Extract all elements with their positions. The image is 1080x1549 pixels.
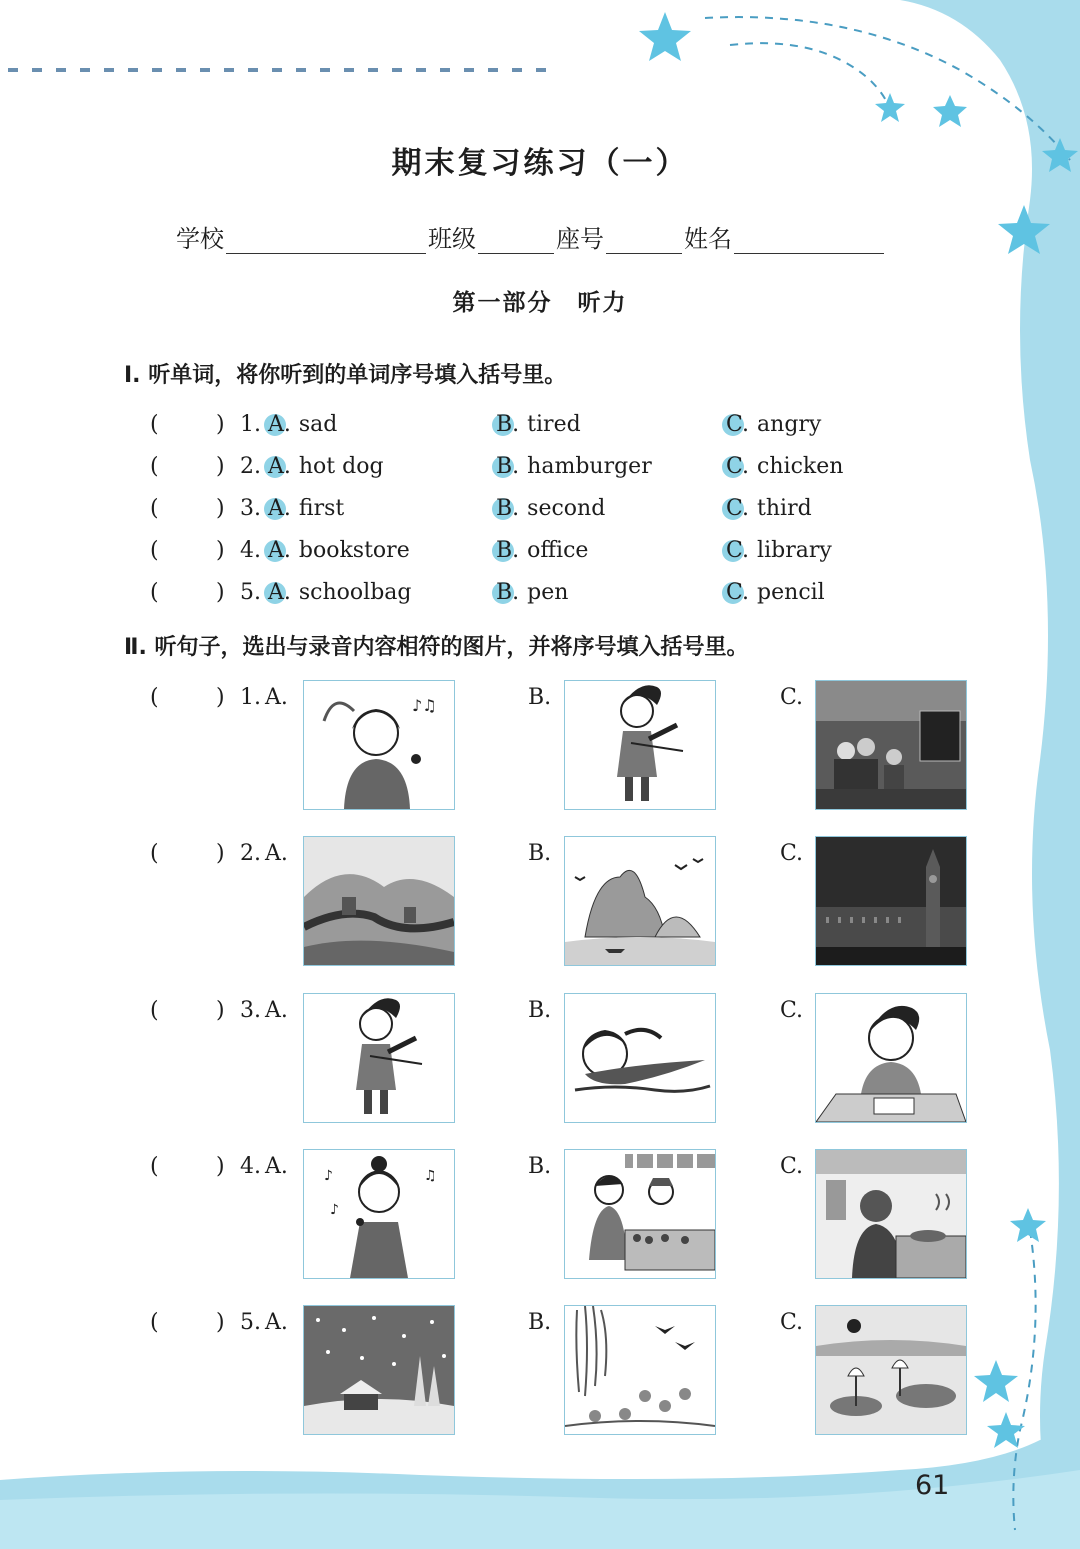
- option-b: [494, 408, 581, 442]
- answer-paren-close: ): [216, 1154, 225, 1179]
- option-letter-b: B.: [494, 450, 521, 484]
- girl-violin-picture[interactable]: [303, 993, 455, 1123]
- option-a-word: hot dog: [298, 454, 384, 479]
- item-number: 5.: [240, 1310, 261, 1335]
- option-letter-a: A.: [266, 450, 293, 484]
- summer-lotus-picture[interactable]: [815, 1305, 967, 1435]
- option-b: [494, 534, 588, 568]
- option-a-label: A.: [265, 841, 288, 866]
- option-c: [724, 450, 843, 484]
- family-watching-tv-picture[interactable]: [815, 680, 967, 810]
- seat-blank[interactable]: [606, 223, 682, 254]
- option-c-label: C.: [780, 1154, 804, 1179]
- option-b-word: tired: [527, 412, 581, 437]
- answer-paren-close: ): [216, 580, 225, 605]
- option-letter-a: A.: [266, 576, 293, 610]
- option-letter-b: B.: [494, 576, 521, 610]
- answer-paren-close: ): [216, 538, 225, 563]
- part-title: 第一部分 听力: [452, 290, 628, 316]
- option-b: [494, 576, 568, 610]
- option-c: [724, 492, 812, 526]
- option-c-word: library: [757, 538, 832, 563]
- option-c-label: C.: [780, 685, 804, 710]
- section2-heading: Ⅱ. 听句子，选出与录音内容相符的图片，并将序号填入括号里。: [124, 635, 749, 660]
- option-c-label: C.: [780, 998, 804, 1023]
- picture-item-1: [150, 680, 980, 814]
- option-letter-c: C.: [724, 450, 751, 484]
- school-label: 学校: [176, 225, 224, 253]
- option-letter-a: A.: [266, 408, 293, 442]
- option-b-word: second: [527, 496, 606, 521]
- winter-snow-picture[interactable]: [303, 1305, 455, 1435]
- option-a: [266, 576, 411, 610]
- option-letter-b: B.: [494, 534, 521, 568]
- item-number: 4.: [240, 1154, 261, 1179]
- market-shopping-picture[interactable]: [564, 1149, 716, 1279]
- option-a-label: A.: [265, 1310, 288, 1335]
- item-number: 2.: [240, 841, 261, 866]
- cooking-kitchen-picture[interactable]: [815, 1149, 967, 1279]
- item-number: 2.: [240, 454, 261, 479]
- word-item-2: [150, 450, 910, 484]
- answer-paren-close: ): [216, 412, 225, 437]
- item-number: 4.: [240, 538, 261, 563]
- option-letter-a: A.: [266, 534, 293, 568]
- option-a: [266, 534, 410, 568]
- option-a-word: first: [298, 496, 345, 521]
- option-a-label: A.: [265, 1154, 288, 1179]
- option-a: [266, 450, 384, 484]
- svg-text:♪♫: ♪♫: [412, 696, 437, 715]
- girl-swimming-picture[interactable]: [564, 993, 716, 1123]
- option-c-label: C.: [780, 1310, 804, 1335]
- student-info-line: [176, 214, 896, 254]
- answer-paren-close: ): [216, 998, 225, 1023]
- answer-paren-open[interactable]: (: [150, 841, 159, 866]
- name-label: 姓名: [684, 225, 732, 253]
- guilin-hills-picture[interactable]: [564, 836, 716, 966]
- option-b-label: B.: [528, 841, 552, 866]
- option-a-label: A.: [265, 998, 288, 1023]
- seat-label: 座号: [556, 225, 604, 253]
- option-letter-c: C.: [724, 534, 751, 568]
- option-b-label: B.: [528, 1310, 552, 1335]
- big-ben-night-picture[interactable]: [815, 836, 967, 966]
- answer-paren-open[interactable]: (: [150, 998, 159, 1023]
- svg-text:♪: ♪: [330, 1202, 339, 1218]
- girl-singing-picture[interactable]: [303, 1149, 455, 1279]
- option-letter-b: B.: [494, 408, 521, 442]
- svg-text:♫: ♫: [424, 1168, 437, 1184]
- picture-item-4: [150, 1149, 980, 1283]
- option-c-label: C.: [780, 841, 804, 866]
- answer-paren-close: ): [216, 454, 225, 479]
- option-c-word: third: [757, 496, 812, 521]
- spring-willow-swallows-picture[interactable]: [564, 1305, 716, 1435]
- word-item-4: [150, 534, 910, 568]
- answer-paren-close: ): [216, 1310, 225, 1335]
- item-number: 1.: [240, 412, 261, 437]
- option-letter-b: B.: [494, 492, 521, 526]
- answer-paren-close: ): [216, 685, 225, 710]
- option-a-word: schoolbag: [298, 580, 412, 605]
- word-item-3: [150, 492, 910, 526]
- option-b-word: hamburger: [527, 454, 652, 479]
- option-letter-a: A.: [266, 492, 293, 526]
- girl-singing-picture[interactable]: [303, 680, 455, 810]
- option-b-word: pen: [527, 580, 569, 605]
- option-letter-c: C.: [724, 576, 751, 610]
- girl-writing-picture[interactable]: [815, 993, 967, 1123]
- item-number: 3.: [240, 496, 261, 521]
- option-a-word: bookstore: [298, 538, 410, 563]
- class-blank[interactable]: [478, 223, 554, 254]
- item-number: 5.: [240, 580, 261, 605]
- option-b: [494, 492, 605, 526]
- option-letter-c: C.: [724, 408, 751, 442]
- page-number: 61: [915, 1470, 950, 1501]
- word-item-5: [150, 576, 910, 610]
- option-c: [724, 534, 832, 568]
- section1-heading: Ⅰ. 听单词，将你听到的单词序号填入括号里。: [124, 363, 567, 388]
- page-title: 期末复习练习（一）: [391, 146, 689, 181]
- option-c-word: angry: [757, 412, 822, 437]
- answer-paren-open[interactable]: (: [150, 1310, 159, 1335]
- option-c-word: pencil: [757, 580, 825, 605]
- picture-item-2: [150, 836, 980, 970]
- option-c: [724, 576, 825, 610]
- option-a-word: sad: [298, 412, 338, 437]
- option-b-word: office: [527, 538, 589, 563]
- answer-paren-open[interactable]: (: [150, 412, 159, 437]
- option-b-label: B.: [528, 685, 552, 710]
- answer-paren-open[interactable]: (: [150, 685, 159, 710]
- option-b-label: B.: [528, 1154, 552, 1179]
- name-blank[interactable]: [734, 223, 884, 254]
- girl-violin-picture[interactable]: [564, 680, 716, 810]
- answer-paren-close: ): [216, 841, 225, 866]
- class-label: 班级: [428, 225, 476, 253]
- item-number: 1.: [240, 685, 261, 710]
- item-number: 3.: [240, 998, 261, 1023]
- option-b: [494, 450, 652, 484]
- option-c: [724, 408, 821, 442]
- picture-item-3: [150, 993, 980, 1127]
- answer-paren-open[interactable]: (: [150, 496, 159, 521]
- option-a-label: A.: [265, 685, 288, 710]
- word-item-1: [150, 408, 910, 442]
- school-blank[interactable]: [226, 223, 426, 254]
- option-letter-c: C.: [724, 492, 751, 526]
- picture-item-5: [150, 1305, 980, 1439]
- answer-paren-open[interactable]: (: [150, 1154, 159, 1179]
- svg-text:♪: ♪: [324, 1168, 333, 1184]
- option-a: [266, 408, 337, 442]
- great-wall-picture[interactable]: [303, 836, 455, 966]
- answer-paren-open[interactable]: (: [150, 580, 159, 605]
- option-a: [266, 492, 344, 526]
- option-b-label: B.: [528, 998, 552, 1023]
- answer-paren-open[interactable]: (: [150, 454, 159, 479]
- answer-paren-open[interactable]: (: [150, 538, 159, 563]
- option-c-word: chicken: [757, 454, 844, 479]
- answer-paren-close: ): [216, 496, 225, 521]
